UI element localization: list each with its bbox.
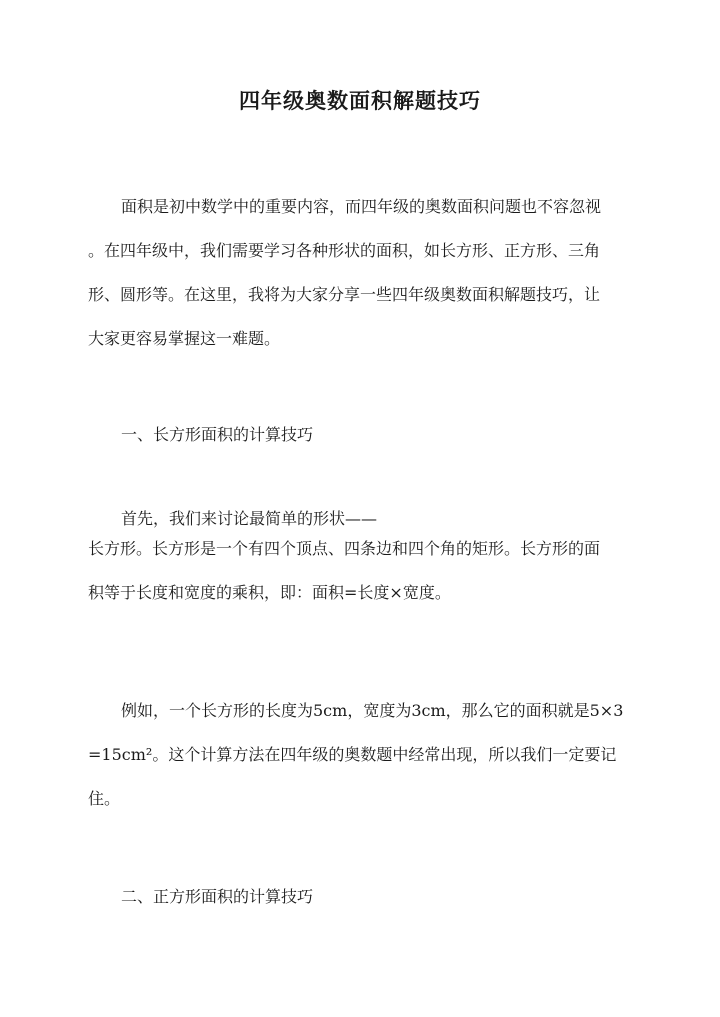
section-heading: 二、正方形面积的计算技巧 xyxy=(121,887,314,906)
paragraph-line: 首先，我们来讨论最简单的形状—— xyxy=(121,509,378,528)
intro-line: 大家更容易掌握这一难题。 xyxy=(88,329,281,348)
section1-paragraph2 xyxy=(88,689,633,821)
paragraph-line: =15cm²。这个计算方法在四年级的奥数题中经常出现，所以我们一定要记 xyxy=(88,745,617,764)
intro-line: 形、圆形等。在这里，我将为大家分享一些四年级奥数面积解题技巧，让 xyxy=(88,285,601,304)
intro-line: 。在四年级中，我们需要学习各种形状的面积，如长方形、正方形、三角 xyxy=(88,241,601,260)
document-title: 四年级奥数面积解题技巧 xyxy=(239,88,481,113)
intro-line: 面积是初中数学中的重要内容，而四年级的奥数面积问题也不容忽视 xyxy=(121,197,602,216)
intro-paragraph xyxy=(88,185,633,361)
section-heading: 一、长方形面积的计算技巧 xyxy=(121,425,314,444)
paragraph-line: 住。 xyxy=(88,789,121,808)
paragraph-line: 积等于长度和宽度的乘积，即：面积=长度×宽度。 xyxy=(88,583,451,602)
paragraph-line: 例如，一个长方形的长度为5cm，宽度为3cm，那么它的面积就是5×3 xyxy=(121,701,624,720)
section1-paragraph1 xyxy=(88,504,633,608)
paragraph-line: 长方形。长方形是一个有四个顶点、四条边和四个角的矩形。长方形的面 xyxy=(88,539,601,558)
